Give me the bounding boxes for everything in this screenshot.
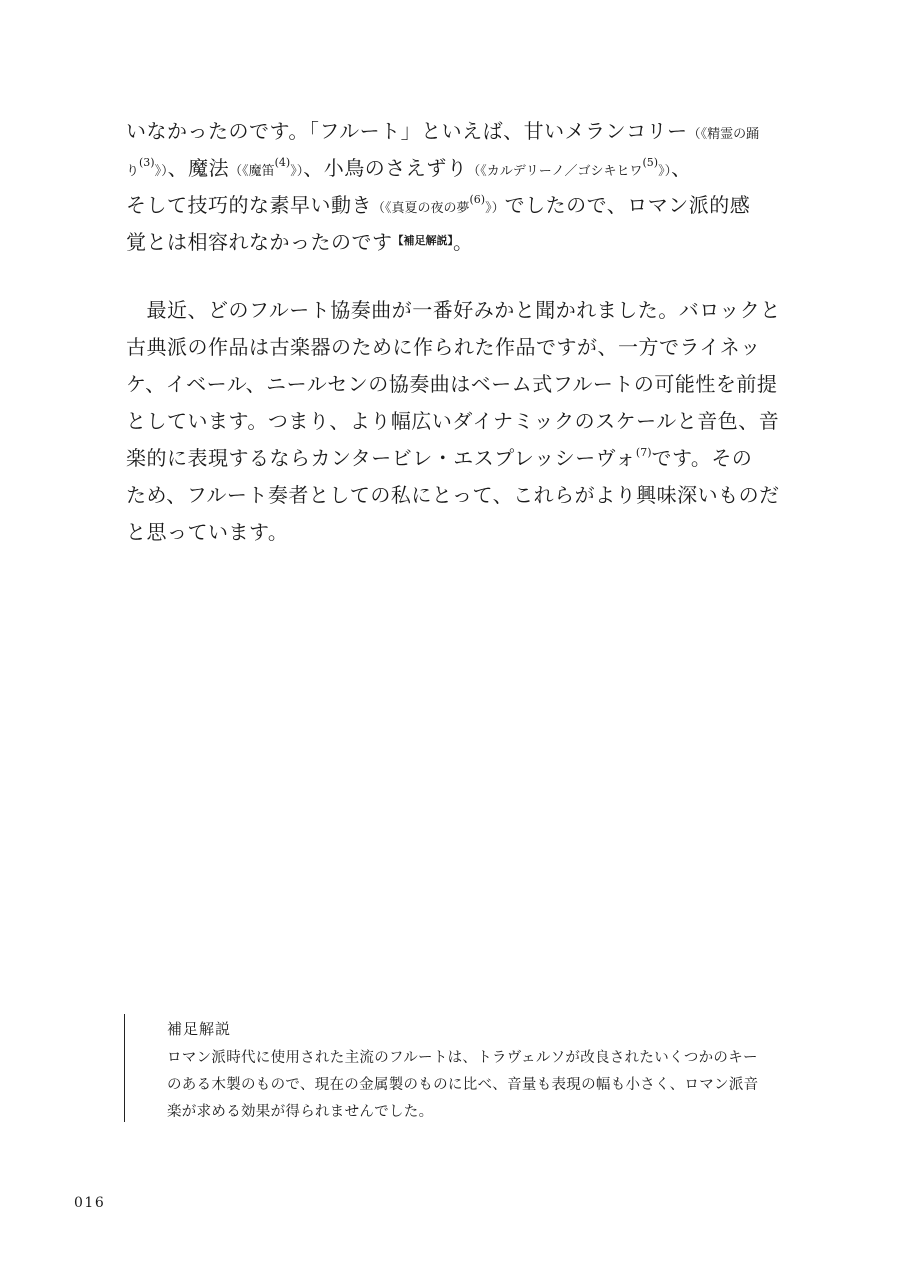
footnote-ref-3: (3) <box>139 156 155 169</box>
annotation: 》） <box>485 201 505 216</box>
footnote-ref-7: (7) <box>635 446 652 459</box>
paragraph-2-line-4: としています。つまり、より幅広いダイナミックのスケールと音色、音 <box>126 409 780 433</box>
annotation: （《真夏の夜の夢 <box>372 201 470 216</box>
note-line-1: ロマン派時代に使用された主流のフルートは、トラヴェルソが改良されたいくつかのキー <box>167 1050 758 1066</box>
paragraph-2-line-6: ため、フルート奏者としての私にとって、これらがより興味深いものだ <box>126 483 780 507</box>
annotation: 》） <box>290 164 304 179</box>
annotation: 》） <box>658 164 672 179</box>
annotation: （《カルデリーノ／ゴシキヒワ <box>467 164 643 179</box>
footnote-ref-5: (5) <box>642 156 659 169</box>
paragraph-2-line-2: 古典派の作品は古楽器のために作られた作品ですが、一方でライネッ <box>126 335 761 359</box>
paragraph-2-line-7: と思っています。 <box>126 520 289 544</box>
note-line-3: 楽が求める効果が得られませんでした。 <box>167 1104 434 1120</box>
paragraph-1 <box>126 113 790 261</box>
paragraph-1-line-3: そして技巧的な素早い動き（《真夏の夜の夢$^{(6)}$》）でしたので、ロマン派的感 <box>126 193 751 217</box>
paragraph-1-line-4: 覚とは相容れなかったのです$^{【補足解説】}$。 <box>126 230 474 254</box>
paragraph-2-line-3: ケ、イベール、ニールセンの協奏曲はベーム式フルートの可能性を前提 <box>126 372 778 396</box>
paragraph-2 <box>126 292 790 551</box>
footnote-ref-6: (6) <box>469 193 486 206</box>
supplementary-note-box <box>124 1014 793 1122</box>
supplementary-note-ref: 【補足解説】 <box>392 234 453 247</box>
annotation: 》） <box>154 164 168 179</box>
supplementary-note-title: 補足解説 <box>167 1020 232 1038</box>
supplementary-note-body <box>167 1045 797 1126</box>
paragraph-2-line-1: 最近、どのフルート協奏曲が一番好みかと聞かれました。バロックと <box>126 298 781 322</box>
footnote-ref-4: (4) <box>274 156 291 169</box>
paragraph-2-line-5: 楽的に表現するならカンタービレ・エスプレッシーヴォ$^{(7)}$です。その <box>126 446 753 470</box>
paragraph-1-line-1: いなかったのです。「フルート」といえば、甘いメランコリー（《精霊の踊 <box>126 119 760 143</box>
page-number: 016 <box>74 1195 106 1211</box>
note-line-2: のある木製のもので、現在の金属製のものに比べ、音量も表現の幅も小さく、ロマン派音 <box>167 1077 759 1093</box>
annotation: （《精霊の踊 <box>687 127 760 142</box>
annotation: り <box>126 164 140 179</box>
annotation: （《魔笛 <box>229 164 275 179</box>
paragraph-1-line-2: り$^{(3)}$》）、魔法（《魔笛$^{(4)}$》）、小鳥のさえずり（《カルデリーノ／ゴシキヒワ$^{(5)}$》）、 <box>126 156 692 180</box>
